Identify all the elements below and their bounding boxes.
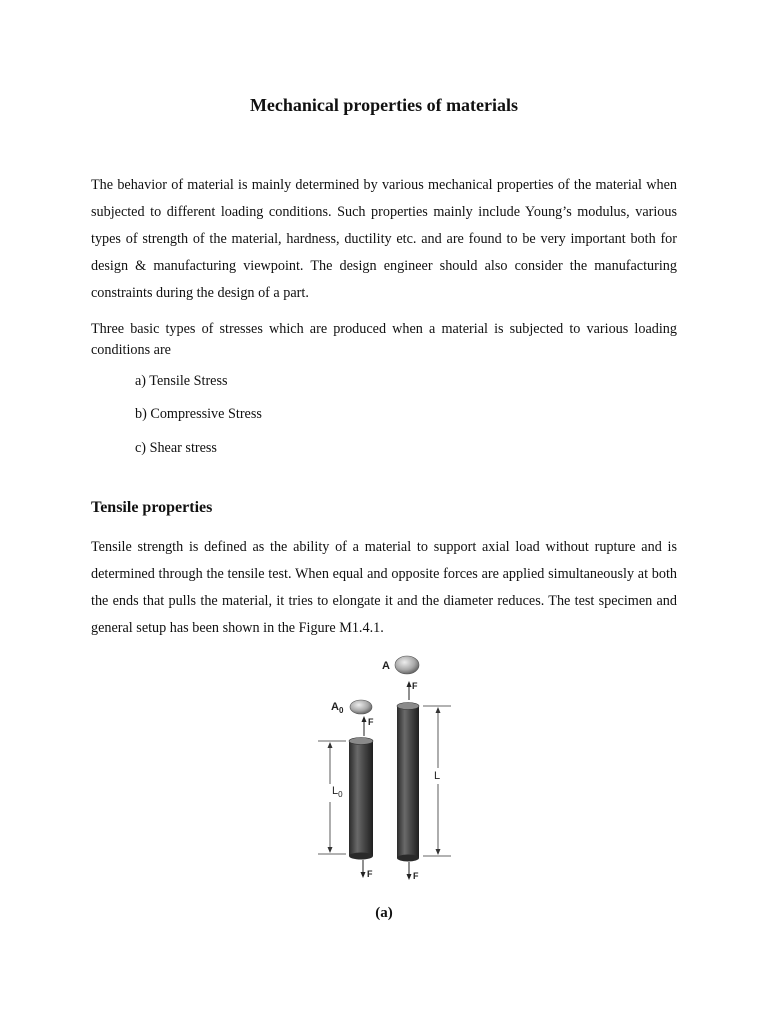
original-specimen-rod xyxy=(349,741,373,856)
force-label: F xyxy=(413,871,419,881)
figure-caption: (a) xyxy=(375,905,393,921)
list-item: b) Compressive Stress xyxy=(135,406,262,422)
force-arrow-down-right xyxy=(407,862,412,880)
area-final-label: A xyxy=(382,660,390,672)
force-label: F xyxy=(367,869,373,879)
section-heading: Tensile properties xyxy=(91,499,213,516)
elongated-specimen-rod xyxy=(397,706,419,858)
area-initial-label: $A_0$ xyxy=(331,701,344,715)
original-rod-top xyxy=(349,738,373,745)
force-arrow-down-left xyxy=(361,860,366,878)
force-label: F xyxy=(412,681,418,691)
force-arrow-up-left xyxy=(362,716,367,736)
intro-paragraph: The behavior of material is mainly determined by various mechanical properties of the material when subjected to different loading conditions. Such properties mainly include Young’s modulus, various types of strength of the material, hardness, ductility etc. and are found to be very important both for design & manufacturing viewpoint. The design engineer should also consider the manufacturing constraints during the design of a part. xyxy=(91,177,677,301)
tensile-specimen-figure xyxy=(300,648,470,888)
force-arrow-up-right xyxy=(407,681,412,700)
length-initial-label: $L_0$ xyxy=(332,785,343,799)
list-item: c) Shear stress xyxy=(135,440,217,456)
elongated-rod-bottom xyxy=(397,855,419,862)
stress-intro-paragraph: Three basic types of stresses which are produced when a material is subjected to various loading conditions are xyxy=(91,321,677,358)
tensile-paragraph: Tensile strength is defined as the ability of a material to support axial load without rupture and is determined through the tensile test. When equal and opposite forces are applied simultaneously at both the ends that pulls the material, it tries to elongate it and the diameter reduces. The test specimen and general setup has been shown in the Figure M1.4.1. xyxy=(91,539,677,636)
length-final-label: L xyxy=(434,770,441,782)
page-title: Mechanical properties of materials xyxy=(249,95,519,115)
initial-area-ellipse xyxy=(350,700,372,714)
elongated-rod-top xyxy=(397,703,419,710)
force-label: F xyxy=(368,717,374,727)
tensile-diagram xyxy=(300,648,470,888)
final-area-ellipse xyxy=(395,656,419,674)
list-item: a) Tensile Stress xyxy=(135,373,228,389)
original-rod-bottom xyxy=(349,853,373,860)
